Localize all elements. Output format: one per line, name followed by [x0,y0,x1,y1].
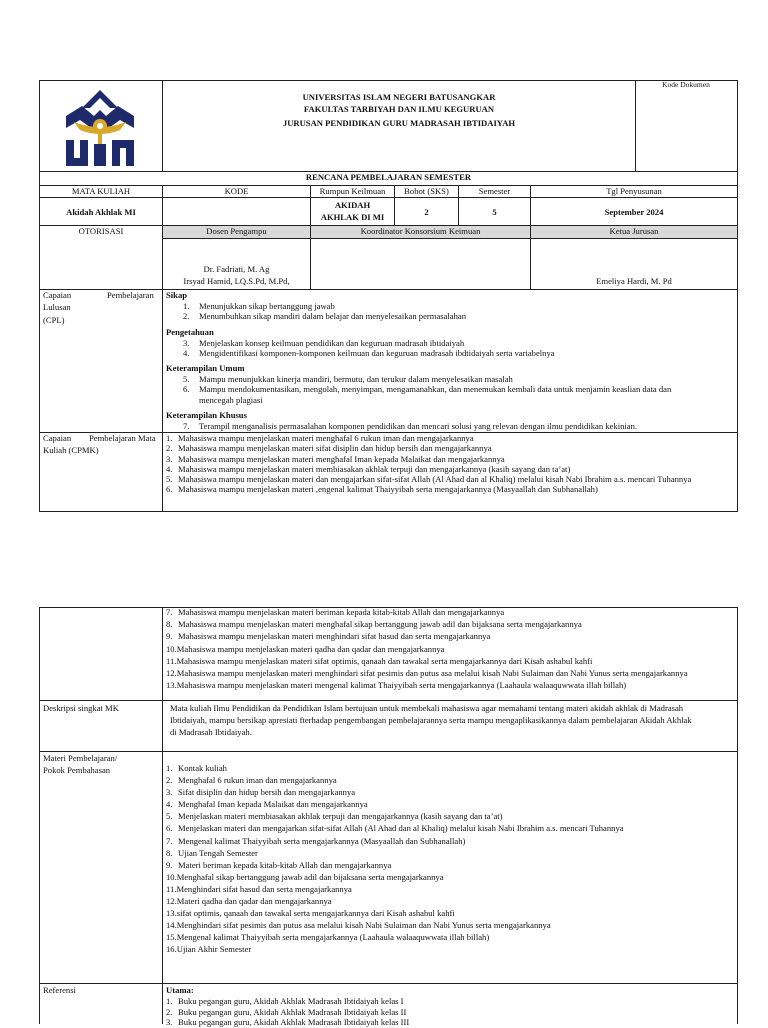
materi-label-2: Pokok Pembahasan [43,765,111,775]
materi-label-1: Materi Pembelajaran/ [43,753,118,763]
list-item: 3. Buku pegangan guru, Akidah Akhlak Madrasah Ibtidaiyah kelas III [166,1017,410,1027]
cpl-heading-sikap: Sikap [166,290,188,300]
list-item: 4. Mengidentifikasi komponen-komponen keilmuan dan keguruan madrasah ibdtidaiyah serta variabelnya [183,347,555,358]
deskripsi-line-1: Mata kuliah Ilmu Pendidikan da Pendidikan Islam bertujuan untuk membekali mahasiswa agar memahami tentang materi akidah akhlak di Madrasah [170,703,684,713]
list-item: 8. Mahasiswa mampu menjelaskan materi menghafal sikap bertanggung jawab adil dan bijaksana serta mengajarkannya [166,619,582,630]
ketua-name: Emeliya Hardi, M. Pd [596,276,672,286]
col-tgl: Tgl Penyusunan [606,186,662,196]
otorisasi-label: OTORISASI [78,226,124,236]
list-item: 13.Mahasiswa mampu menjelaskan materi mengenal kalimat Thaiyyibah serta mengajarkannya (Laahaula walaaquwwata illah billah) [166,680,627,691]
list-item: 3. Sifat disiplin dan hidup bersih dan mengajarkannya [166,787,356,798]
faculty-name: FAKULTAS TARBIYAH DAN ILMU KEGURUAN [303,104,495,114]
list-item: 7. Mahasiswa mampu menjelaskan materi beriman kepada kitab-kitab Allah dan mengajarkannya [166,607,505,617]
list-item: 12.Materi qadha dan qadar dan mengajarkannya [166,896,332,907]
list-item: 1. Kontak kuliah [166,763,227,773]
uin-logo-icon [60,88,140,168]
cpmk-list-page-1 [166,433,691,495]
list-item: 10.Menghafal sikap bertanggung jawab adil dan bijaksana serta mengajarkannya [166,871,444,882]
list-item: 3. Menjelaskan konsep keilmuan pendidikan dan keguruan madrasah ibtidaiyah [183,337,465,348]
list-item: 6. Mahasiswa mampu menjelaskan materi ,engenal kalimat Thaiyyibah serta mengajarkannya (Masyaallah dan Subhanallah) [166,484,598,495]
university-logo [60,88,140,168]
col-bobot: Bobot (SKS) [404,186,449,196]
cpl-label-1b: Pembelajaran [107,290,154,300]
deskripsi-label: Deskripsi singkat MK [43,703,119,713]
koordinator-label: Koordinator Konsorsium Keimuan [360,226,481,236]
list-item: 4. Mahasiswa mampu menjelaskan materi membiasakan akhlak terpuji dan mengajarkannya (kasih sayang dan ta’at) [166,463,571,474]
cpmk-label-2: Kuliah (CPMK) [43,445,99,455]
referensi-label: Referensi [43,985,76,995]
list-item: mencegah plagiasi [199,394,263,405]
dosen-label: Dosen Pengampu [206,226,267,236]
list-item: 14.Menghindari sifat pesimis dan putus asa melalui kisah Nabi Sulaiman dan Nabi Yunus serta mengajarkannya [166,920,551,931]
list-item: 1. Menunjukkan sikap bertanggung jawab [183,301,335,311]
col-mata-kuliah: MATA KULIAH [71,186,131,196]
list-item: 2. Buku pegangan guru, Akidah Akhlak Madrasah Ibtidaiyah kelas II [166,1006,407,1017]
list-item: 12.Mahasiswa mampu menjelaskan materi menghindari sifat pesimis dan putus asa melalui kisah Nabi Sulaiman dan Nabi Yunus serta mengajarkannya [166,668,688,679]
list-item: 6. Mampu mendokumentasikan, mengolah, menyimpan, mengamanahkan, dan menemukan kembali data untuk menjamin keaslian data dan [183,384,672,395]
list-item: 8. Ujian Tengah Semester [166,847,258,858]
cpmk-label-1b: Pembelajaran [89,433,136,443]
list-item: 6. Menjelaskan materi dan mengajarkan sifat-sifat Allah (Al Ahad dan al Khaliq) melalui kisah Nabi Ibrahim a.s. mencari Tuhannya [166,823,624,834]
col-kode: KODE [224,186,249,196]
university-name: UNIVERSITAS ISLAM NEGERI BATUSANGKAR [302,92,496,102]
list-item: 5. Mahasiswa mampu menjelaskan materi dan mengajarkan sifat-sifat Allah (Al Ahad dan al Khaliq) melalui kisah Nabi Ibrahim a.s. mencari Tuhannya [166,474,692,485]
list-item: 11.Menghindari sifat hasud dan serta mengajarkannya [166,883,352,894]
value-mata-kuliah: Akidah Akhlak MI [66,207,136,217]
list-item: 16.Ujian Akhir Semester [166,944,252,955]
list-item: 5. Mampu menunjukkan kinerja mandiri, bermutu, dan terukur dalam menyelesaikan masalah [183,374,513,385]
value-rumpun-2: AKHLAK DI MI [320,212,385,222]
deskripsi-line-3: di Madrasah Ibtidaiyah. [170,727,252,737]
list-item: 11.Mahasiswa mampu menjelaskan materi sifat optimis, qanaah dan tawakal serta mengajarkannya dari Kisah ashabul kahfi [166,655,593,666]
list-item: 13.sifat optimis, qanaah dan tawakal serta mengajarkannya dari Kisah ashabul kahfi [166,908,455,919]
doc-code-label: Kode Dokumen [662,80,710,89]
value-rumpun-1: AKIDAH [334,200,371,210]
cpl-label-3: (CPL) [43,315,65,325]
cpmk-label-1c: Mata [138,433,156,443]
list-item: 2. Menumbuhkan sikap mandiri dalam belajar dan menyelesaikan permasalahan [183,311,467,322]
list-item: 15.Mengenal kalimat Thaiyyibah serta mengajarkannya (Laahaula walaaquwwata illah billah) [166,932,490,943]
referensi-utama: Utama: [166,985,194,995]
value-tgl: September 2024 [604,207,664,217]
cpl-heading-pengetahuan: Pengetahuan [166,326,214,337]
col-semester: Semester [478,186,511,196]
value-semester: 5 [492,207,497,217]
materi-list [166,762,624,956]
cpl-content [166,290,671,431]
list-item: 1. Mahasiswa mampu menjelaskan materi menghafal 6 rukun iman dan mengajarkannya [166,433,474,443]
cpmk-label-1: Capaian [43,433,72,443]
cpl-heading-umum: Keterampilan Umum [166,363,245,374]
dosen-name-1: Dr. Fadriati, M. Ag [203,264,270,274]
ketua-label: Ketua Jurusan [609,226,659,236]
list-item: 5. Menjelaskan materi membiasakan akhlak terpuji dan mengajarkannya (kasih sayang dan ta’at) [166,811,503,822]
list-item: 3. Mahasiswa mampu menjelaskan materi menghafal Iman kepada Malaikat dan mengajarkannya [166,453,505,464]
list-item: 2. Mahasiswa mampu menjelaskan materi sifat disiplin dan hidup bersih dan mengajarkannya [166,443,492,454]
col-rumpun: Rumpun Keilmuan [319,186,386,196]
cpl-heading-khusus: Keterampilan Khusus [166,410,247,421]
cpl-label-1: Capaian [43,290,72,300]
department-name: JURUSAN PENDIDIKAN GURU MADRASAH IBTIDAIYAH [282,118,516,128]
list-item: 1. Buku pegangan guru, Akidah Akhlak Madrasah Ibtidaiyah kelas I [166,996,404,1006]
cpl-label-2: Lulusan [43,302,71,312]
rps-title: RENCANA PEMBELAJARAN SEMESTER [305,172,472,182]
referensi-list [166,996,409,1028]
list-item: 7. Terampil menganalisis permasalahan komponen pendidikan dan mencari solusi yang relevan dengan ilmu pendidikan kekinian. [183,421,638,432]
list-item: 10.Mahasiswa mampu menjelaskan materi qadha dan qadar dan mengajarkannya [166,643,445,654]
deskripsi-line-2: Ibtidaiyah, mampu bersikap apresiati fterhadap pengembangan pembelajarannya serta mampu mengaplikasikannya dalam pembelajaran Akidah Akhlak [170,715,692,725]
dosen-name-2: Irsyad Hamid, LQ.S.Pd, M.Pd, [183,276,290,286]
cpmk-list-page-2 [166,606,688,691]
list-item: 9. Materi beriman kepada kitab-kitab Allah dan mengajarkannya [166,859,392,870]
list-item: 7. Mengenal kalimat Thaiyyibah serta mengajarkannya (Masyaallah dan Subhanallah) [166,835,466,846]
list-item: 4. Menghafal Iman kepada Malaikat dan mengajarkannya [166,799,368,810]
list-item: 9. Mahasiswa mampu menjelaskan materi menghindari sifat hasud dan serta mengajarkannya [166,631,491,642]
list-item: 2. Menghafal 6 rukun iman dan mengajarkannya [166,775,337,786]
value-bobot: 2 [424,207,429,217]
